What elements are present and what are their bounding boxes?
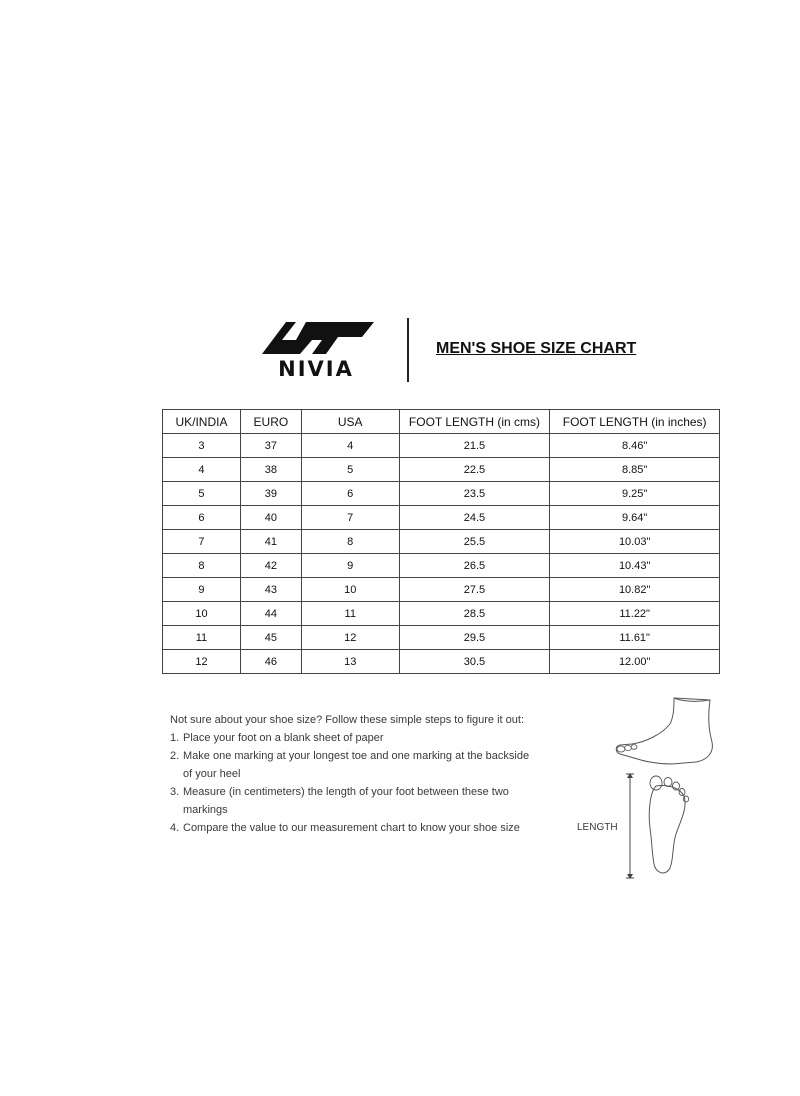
cell-foot-length-inches: 12.00" xyxy=(550,650,720,674)
cell-foot-length-inches: 11.61" xyxy=(550,626,720,650)
cell-usa: 13 xyxy=(301,650,399,674)
step-number: 1. xyxy=(170,732,180,744)
cell-usa: 12 xyxy=(301,626,399,650)
cell-foot-length-inches: 10.43" xyxy=(550,554,720,578)
column-header-uk-india: UK/INDIA xyxy=(163,410,241,434)
cell-euro: 41 xyxy=(240,530,301,554)
cell-foot-length-cms: 23.5 xyxy=(399,482,550,506)
sizing-instructions xyxy=(170,711,570,837)
cell-euro: 38 xyxy=(240,458,301,482)
step-number: 4. xyxy=(170,822,180,834)
cell-foot-length-cms: 27.5 xyxy=(399,578,550,602)
cell-foot-length-inches: 9.64" xyxy=(550,506,720,530)
cell-usa: 9 xyxy=(301,554,399,578)
column-header-usa: USA xyxy=(301,410,399,434)
step-text xyxy=(183,747,529,783)
column-header-foot-length-inches: FOOT LENGTH (in inches) xyxy=(550,410,720,434)
cell-uk-india: 9 xyxy=(163,578,241,602)
table-row xyxy=(163,434,720,458)
table-row xyxy=(163,626,720,650)
instruction-step xyxy=(170,729,570,747)
cell-foot-length-inches: 10.03" xyxy=(550,530,720,554)
instruction-step xyxy=(170,747,570,783)
foot-side-view-icon xyxy=(612,694,720,768)
cell-usa: 6 xyxy=(301,482,399,506)
cell-uk-india: 11 xyxy=(163,626,241,650)
table-row xyxy=(163,506,720,530)
step-number: 2. xyxy=(170,750,180,762)
table-row xyxy=(163,458,720,482)
step-number: 3. xyxy=(170,786,180,798)
table-row xyxy=(163,530,720,554)
table-body xyxy=(163,434,720,674)
cell-uk-india: 8 xyxy=(163,554,241,578)
step-text-line: Measure (in centimeters) the length of your foot between these two xyxy=(183,786,509,798)
foot-sole-view-icon xyxy=(622,772,702,882)
cell-foot-length-cms: 30.5 xyxy=(399,650,550,674)
cell-foot-length-cms: 22.5 xyxy=(399,458,550,482)
size-chart-table xyxy=(162,409,720,674)
cell-foot-length-inches: 9.25" xyxy=(550,482,720,506)
cell-uk-india: 7 xyxy=(163,530,241,554)
table-header-row xyxy=(163,410,720,434)
column-header-foot-length-cms: FOOT LENGTH (in cms) xyxy=(399,410,550,434)
length-label: LENGTH xyxy=(577,822,618,833)
instructions-intro: Not sure about your shoe size? Follow these simple steps to figure it out: xyxy=(170,714,525,726)
cell-euro: 37 xyxy=(240,434,301,458)
cell-usa: 11 xyxy=(301,602,399,626)
table-row xyxy=(163,602,720,626)
cell-uk-india: 12 xyxy=(163,650,241,674)
column-header-euro: EURO xyxy=(240,410,301,434)
cell-usa: 7 xyxy=(301,506,399,530)
cell-usa: 5 xyxy=(301,458,399,482)
cell-euro: 40 xyxy=(240,506,301,530)
instruction-step xyxy=(170,819,570,837)
cell-uk-india: 4 xyxy=(163,458,241,482)
cell-euro: 43 xyxy=(240,578,301,602)
header-divider xyxy=(407,318,409,382)
brand-name: NIVIA xyxy=(278,357,354,381)
cell-euro: 46 xyxy=(240,650,301,674)
cell-foot-length-cms: 21.5 xyxy=(399,434,550,458)
instruction-step xyxy=(170,783,570,819)
cell-usa: 8 xyxy=(301,530,399,554)
step-text-line: Make one marking at your longest toe and one marking at the backside xyxy=(183,750,530,762)
table-row xyxy=(163,578,720,602)
cell-euro: 45 xyxy=(240,626,301,650)
cell-euro: 39 xyxy=(240,482,301,506)
cell-foot-length-cms: 25.5 xyxy=(399,530,550,554)
table-row xyxy=(163,650,720,674)
cell-foot-length-inches: 11.22" xyxy=(550,602,720,626)
table-row xyxy=(163,554,720,578)
nivia-logo-mark-icon xyxy=(248,318,384,358)
step-text xyxy=(183,783,509,819)
step-text-line: of your heel xyxy=(183,768,241,780)
page-title: MEN'S SHOE SIZE CHART xyxy=(436,340,637,357)
cell-uk-india: 10 xyxy=(163,602,241,626)
cell-foot-length-inches: 8.46" xyxy=(550,434,720,458)
cell-foot-length-inches: 10.82" xyxy=(550,578,720,602)
cell-foot-length-cms: 28.5 xyxy=(399,602,550,626)
cell-usa: 4 xyxy=(301,434,399,458)
step-text: Place your foot on a blank sheet of paper xyxy=(183,732,384,744)
cell-usa: 10 xyxy=(301,578,399,602)
step-text: Compare the value to our measurement chart to know your shoe size xyxy=(183,822,520,834)
table-row xyxy=(163,482,720,506)
cell-euro: 42 xyxy=(240,554,301,578)
cell-foot-length-cms: 26.5 xyxy=(399,554,550,578)
cell-foot-length-cms: 24.5 xyxy=(399,506,550,530)
step-text-line: markings xyxy=(183,804,228,816)
cell-foot-length-cms: 29.5 xyxy=(399,626,550,650)
cell-uk-india: 6 xyxy=(163,506,241,530)
cell-euro: 44 xyxy=(240,602,301,626)
cell-foot-length-inches: 8.85" xyxy=(550,458,720,482)
cell-uk-india: 5 xyxy=(163,482,241,506)
cell-uk-india: 3 xyxy=(163,434,241,458)
